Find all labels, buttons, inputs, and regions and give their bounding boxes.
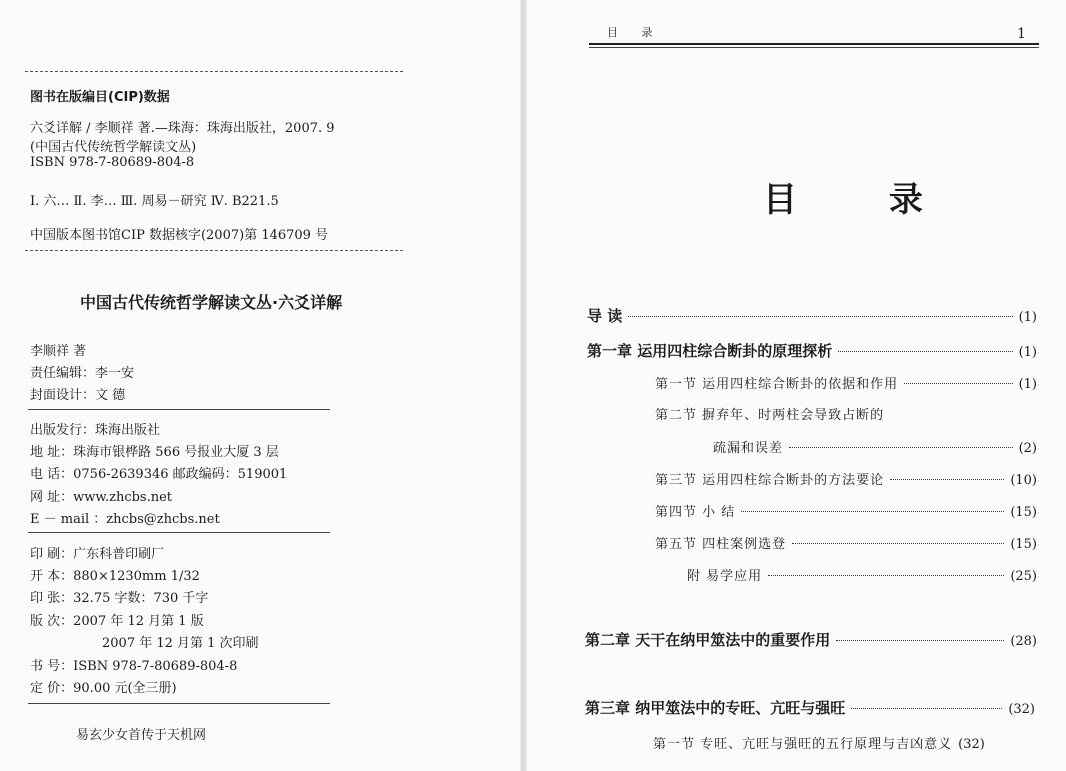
cip-top-divider (25, 71, 403, 72)
toc-entry[interactable] (655, 533, 1037, 552)
toc-entry-title: 导 读 (587, 307, 623, 325)
toc-entry-title: 第一节 专旺、亢旺与强旺的五行原理与吉凶意义 (653, 737, 953, 752)
toc-leader (792, 543, 1004, 544)
page-number: 1 (1017, 26, 1026, 42)
printing-value: 2007 年 12 月第 1 次印刷 (102, 636, 259, 651)
printing-label: 定 价： (30, 681, 74, 696)
publisher-label: 出版发行： (30, 423, 96, 438)
toc-entry-page: (15) (1010, 537, 1037, 552)
toc-entry[interactable] (713, 437, 1037, 456)
toc-entry-page: (32) (1008, 702, 1035, 717)
printing-label: 版 次： (30, 614, 74, 629)
cip-heading: 图书在版编目(CIP)数据 (30, 90, 170, 105)
toc-entry-title: 第三节 运用四柱综合断卦的方法要论 (655, 473, 885, 488)
toc-entry[interactable] (655, 469, 1037, 488)
printing-row (30, 677, 177, 696)
toc-leader (789, 447, 1013, 448)
book-title: 中国古代传统哲学解读文丛·六爻详解 (80, 293, 343, 312)
printing-row (102, 632, 259, 651)
toc-entry-page: (28) (1010, 634, 1037, 649)
printing-value: 90.00 元(全三册) (73, 681, 177, 696)
publisher-value: www.zhcbs.net (73, 490, 173, 505)
toc-entry-page: (1) (1018, 310, 1037, 325)
divider (28, 532, 330, 533)
book-spine (520, 0, 527, 771)
toc-entry-title: 第二章 天干在纳甲筮法中的重要作用 (585, 631, 831, 649)
toc-entry-title: 第四节 小 结 (655, 505, 736, 520)
toc-entry[interactable] (587, 340, 1037, 361)
toc-leader (851, 708, 1002, 709)
publisher-value: zhcbs@zhcbs.net (106, 512, 220, 527)
publisher-value: 0756-2639346 邮政编码：519001 (73, 467, 288, 482)
toc-entry-page: (2) (1018, 441, 1037, 456)
publisher-label: 地 址： (30, 445, 74, 460)
right-page (527, 0, 1066, 771)
toc-entry[interactable] (655, 404, 1037, 423)
toc-leader (741, 511, 1004, 512)
toc-leader (838, 351, 1012, 352)
toc-entry[interactable] (585, 629, 1037, 650)
credit-editor (30, 362, 134, 381)
printing-row (30, 543, 164, 562)
toc-leader (628, 316, 1012, 317)
credit-author: 李顺祥 著 (30, 344, 87, 359)
publisher-value: 珠海市银桦路 566 号报业大厦 3 层 (73, 445, 279, 460)
toc-entry-page: (1) (1018, 377, 1037, 392)
left-page (0, 0, 520, 771)
toc-title: 目 录 (763, 180, 963, 220)
toc-entry[interactable] (655, 501, 1037, 520)
printing-value: 32.75 字数：730 千字 (73, 591, 209, 606)
toc-entry-title: 第三章 纳甲筮法中的专旺、亢旺与强旺 (585, 699, 846, 717)
toc-entry-page: (25) (1010, 569, 1037, 584)
publisher-row (30, 419, 160, 438)
publisher-label: 电 话： (30, 467, 74, 482)
toc-leader (890, 479, 1004, 480)
printing-value: 广东科普印刷厂 (73, 547, 165, 562)
toc-entry[interactable] (653, 733, 1035, 752)
toc-entry-title: 第一节 运用四柱综合断卦的依据和作用 (655, 377, 899, 392)
cip-record: 中国版本图书馆CIP 数据核字(2007)第 146709 号 (30, 228, 329, 243)
publisher-label: E － mail ： (30, 512, 107, 527)
toc-entry-title: 第五节 四柱案例选登 (655, 537, 787, 552)
header-rule-thin (589, 47, 1039, 48)
printing-row (30, 655, 237, 674)
divider (28, 409, 330, 410)
toc-leader (904, 383, 1012, 384)
running-header: 目 录 (607, 26, 663, 39)
cip-bottom-divider (25, 250, 403, 251)
printing-value: ISBN 978-7-80689-804-8 (73, 659, 238, 674)
printing-label: 印 张： (30, 591, 74, 606)
toc-entry-title: 第二节 摒弃年、时两柱会导致占断的 (655, 408, 885, 423)
printing-row (30, 587, 208, 606)
toc-entry-page: (1) (1018, 345, 1037, 360)
cip-classification: Ⅰ. 六… Ⅱ. 李… Ⅲ. 周易－研究 Ⅳ. B221.5 (30, 194, 279, 209)
toc-entry-page: (15) (1010, 505, 1037, 520)
printing-label: 印 刷： (30, 547, 74, 562)
publisher-row (30, 441, 279, 460)
toc-entry-title: 附 易学应用 (687, 569, 763, 584)
credit-value: 文 德 (95, 388, 126, 403)
publisher-row (30, 508, 220, 527)
toc-entry-page: (10) (1010, 473, 1037, 488)
printing-label: 开 本： (30, 569, 74, 584)
toc-leader (768, 575, 1004, 576)
credit-value: 李一安 (95, 366, 135, 381)
printing-label: 书 号： (30, 659, 74, 674)
toc-entry[interactable] (655, 373, 1037, 392)
printing-value: 880×1230mm 1/32 (73, 569, 200, 584)
footer-note: 易玄少女首传于天机网 (76, 728, 207, 743)
toc-entry[interactable] (587, 305, 1037, 326)
credit-label: 封面设计： (30, 388, 96, 403)
publisher-row (30, 486, 172, 505)
header-rule (589, 43, 1039, 45)
credit-cover-design (30, 384, 125, 403)
printing-row (30, 565, 200, 584)
toc-entry-title: 疏漏和误差 (713, 441, 784, 456)
toc-entry[interactable] (585, 697, 1035, 718)
credit-label: 责任编辑： (30, 366, 96, 381)
divider (28, 703, 330, 704)
toc-leader (836, 640, 1004, 641)
toc-entry-title: 第一章 运用四柱综合断卦的原理探析 (587, 342, 833, 360)
printing-value: 2007 年 12 月第 1 版 (73, 614, 204, 629)
toc-entry-page: (32) (958, 737, 985, 752)
printing-row (30, 610, 204, 629)
toc-entry[interactable] (687, 565, 1037, 584)
cip-line: 六爻详解 / 李顺祥 著.—珠海：珠海出版社，2007. 9 (30, 121, 335, 136)
cip-isbn: ISBN 978-7-80689-804-8 (30, 155, 195, 170)
cip-line: (中国古代传统哲学解读文丛) (30, 140, 197, 155)
publisher-value: 珠海出版社 (95, 423, 161, 438)
publisher-label: 网 址： (30, 490, 74, 505)
publisher-row (30, 463, 287, 482)
